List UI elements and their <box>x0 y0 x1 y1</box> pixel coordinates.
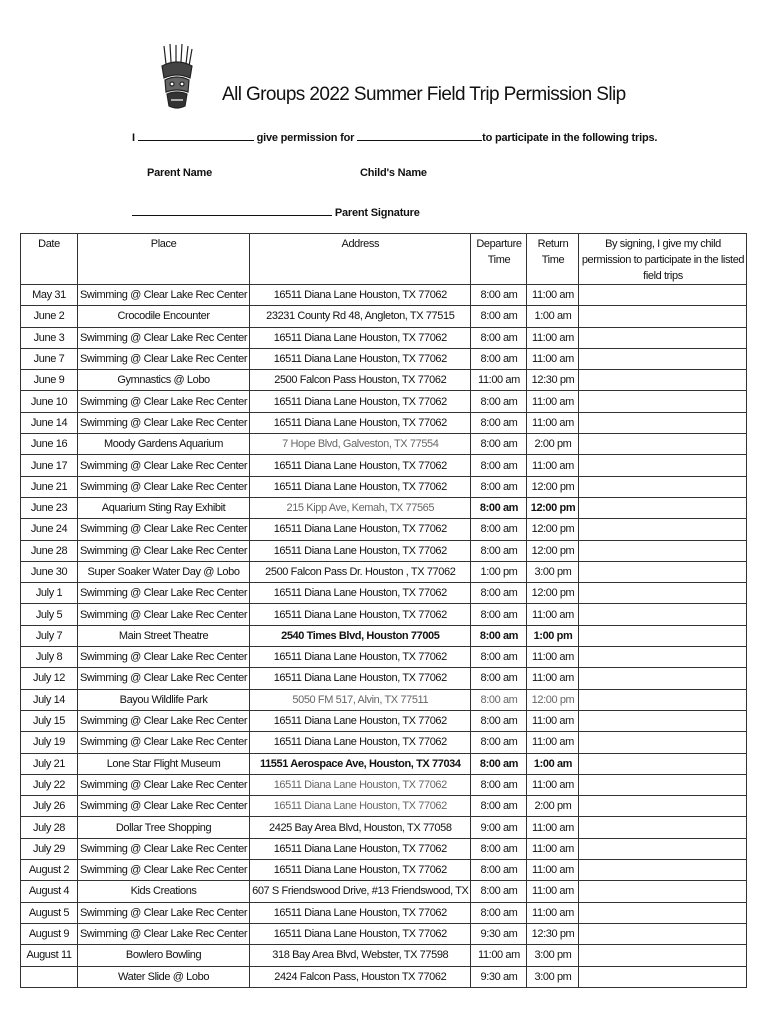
signature-cell[interactable] <box>579 434 747 455</box>
cell-address: 2540 Times Blvd, Houston 77005 <box>250 625 471 646</box>
signature-cell[interactable] <box>579 668 747 689</box>
cell-address: 16511 Diana Lane Houston, TX 77062 <box>250 774 471 795</box>
cell-return: 11:00 am <box>527 732 579 753</box>
cell-departure: 8:00 am <box>471 412 527 433</box>
perm-i-text: I <box>132 132 135 144</box>
cell-place: Water Slide @ Lobo <box>78 966 250 987</box>
cell-place: Swimming @ Clear Lake Rec Center <box>78 412 250 433</box>
cell-date: July 7 <box>21 625 78 646</box>
cell-return: 1:00 am <box>527 306 579 327</box>
table-row <box>21 306 747 327</box>
cell-date: June 28 <box>21 540 78 561</box>
cell-departure: 11:00 am <box>471 945 527 966</box>
cell-departure: 8:00 am <box>471 647 527 668</box>
cell-departure: 8:00 am <box>471 753 527 774</box>
table-row <box>21 497 747 518</box>
cell-address: 16511 Diana Lane Houston, TX 77062 <box>250 285 471 306</box>
cell-date: July 26 <box>21 796 78 817</box>
cell-departure: 8:00 am <box>471 497 527 518</box>
signature-cell[interactable] <box>579 881 747 902</box>
cell-place: Swimming @ Clear Lake Rec Center <box>78 476 250 497</box>
cell-return: 11:00 am <box>527 668 579 689</box>
cell-place: Bowlero Bowling <box>78 945 250 966</box>
cell-return: 12:00 pm <box>527 519 579 540</box>
parent-signature-label: Parent Signature <box>334 207 420 219</box>
cell-address: 16511 Diana Lane Houston, TX 77062 <box>250 476 471 497</box>
cell-departure: 8:00 am <box>471 455 527 476</box>
signature-cell[interactable] <box>579 774 747 795</box>
cell-date <box>21 966 78 987</box>
cell-return: 11:00 am <box>527 348 579 369</box>
cell-return: 11:00 am <box>527 604 579 625</box>
table-row <box>21 604 747 625</box>
cell-place: Swimming @ Clear Lake Rec Center <box>78 285 250 306</box>
cell-address: 16511 Diana Lane Houston, TX 77062 <box>250 710 471 731</box>
cell-departure: 8:00 am <box>471 540 527 561</box>
cell-address: 16511 Diana Lane Houston, TX 77062 <box>250 412 471 433</box>
cell-departure: 8:00 am <box>471 838 527 859</box>
cell-date: June 3 <box>21 327 78 348</box>
table-row <box>21 455 747 476</box>
cell-date: August 11 <box>21 945 78 966</box>
table-row <box>21 817 747 838</box>
cell-return: 12:00 pm <box>527 689 579 710</box>
cell-return: 12:30 pm <box>527 923 579 944</box>
signature-cell[interactable] <box>579 796 747 817</box>
signature-cell[interactable] <box>579 348 747 369</box>
signature-cell[interactable] <box>579 519 747 540</box>
cell-departure: 8:00 am <box>471 519 527 540</box>
cell-date: August 5 <box>21 902 78 923</box>
cell-address: 16511 Diana Lane Houston, TX 77062 <box>250 668 471 689</box>
cell-date: July 29 <box>21 838 78 859</box>
cell-departure: 8:00 am <box>471 285 527 306</box>
cell-departure: 8:00 am <box>471 668 527 689</box>
cell-place: Swimming @ Clear Lake Rec Center <box>78 647 250 668</box>
table-body <box>21 285 747 988</box>
cell-address: 16511 Diana Lane Houston, TX 77062 <box>250 519 471 540</box>
cell-return: 2:00 pm <box>527 796 579 817</box>
cell-return: 1:00 pm <box>527 625 579 646</box>
permission-statement <box>132 131 657 144</box>
cell-address: 16511 Diana Lane Houston, TX 77062 <box>250 647 471 668</box>
cell-departure: 8:00 am <box>471 306 527 327</box>
cell-return: 3:00 pm <box>527 966 579 987</box>
cell-return: 11:00 am <box>527 455 579 476</box>
cell-place: Aquarium Sting Ray Exhibit <box>78 497 250 518</box>
cell-address: 2500 Falcon Pass Houston, TX 77062 <box>250 370 471 391</box>
signature-cell[interactable] <box>579 647 747 668</box>
cell-return: 12:00 pm <box>527 476 579 497</box>
table-row <box>21 689 747 710</box>
cell-departure: 1:00 pm <box>471 561 527 582</box>
table-row <box>21 881 747 902</box>
cell-place: Swimming @ Clear Lake Rec Center <box>78 604 250 625</box>
cell-return: 11:00 am <box>527 817 579 838</box>
cell-address: 11551 Aerospace Ave, Houston, TX 77034 <box>250 753 471 774</box>
header-place: Place <box>78 234 250 285</box>
cell-address: 2424 Falcon Pass, Houston TX 77062 <box>250 966 471 987</box>
header-return: Return Time <box>527 234 579 285</box>
signature-cell[interactable] <box>579 327 747 348</box>
cell-place: Swimming @ Clear Lake Rec Center <box>78 902 250 923</box>
signature-cell[interactable] <box>579 370 747 391</box>
cell-return: 11:00 am <box>527 774 579 795</box>
cell-date: July 1 <box>21 583 78 604</box>
table-row <box>21 647 747 668</box>
cell-departure: 8:00 am <box>471 796 527 817</box>
table-row <box>21 370 747 391</box>
cell-address: 2500 Falcon Pass Dr. Houston , TX 77062 <box>250 561 471 582</box>
cell-departure: 8:00 am <box>471 625 527 646</box>
signature-cell[interactable] <box>579 838 747 859</box>
cell-return: 3:00 pm <box>527 561 579 582</box>
cell-departure: 8:00 am <box>471 902 527 923</box>
cell-departure: 8:00 am <box>471 860 527 881</box>
cell-return: 11:00 am <box>527 881 579 902</box>
signature-cell[interactable] <box>579 391 747 412</box>
table-row <box>21 838 747 859</box>
cell-departure: 8:00 am <box>471 774 527 795</box>
cell-place: Swimming @ Clear Lake Rec Center <box>78 860 250 881</box>
cell-date: August 9 <box>21 923 78 944</box>
cell-address: 7 Hope Blvd, Galveston, TX 77554 <box>250 434 471 455</box>
cell-place: Swimming @ Clear Lake Rec Center <box>78 519 250 540</box>
cell-place: Swimming @ Clear Lake Rec Center <box>78 732 250 753</box>
signature-cell[interactable] <box>579 625 747 646</box>
cell-place: Swimming @ Clear Lake Rec Center <box>78 668 250 689</box>
cell-date: July 22 <box>21 774 78 795</box>
cell-place: Lone Star Flight Museum <box>78 753 250 774</box>
cell-place: Swimming @ Clear Lake Rec Center <box>78 391 250 412</box>
signature-cell[interactable] <box>579 923 747 944</box>
cell-date: July 8 <box>21 647 78 668</box>
table-row <box>21 434 747 455</box>
cell-departure: 9:30 am <box>471 966 527 987</box>
cell-return: 11:00 am <box>527 838 579 859</box>
table-row <box>21 923 747 944</box>
signature-cell[interactable] <box>579 583 747 604</box>
signature-cell[interactable] <box>579 285 747 306</box>
cell-address: 16511 Diana Lane Houston, TX 77062 <box>250 583 471 604</box>
cell-return: 11:00 am <box>527 860 579 881</box>
table-row <box>21 412 747 433</box>
table-row <box>21 391 747 412</box>
cell-departure: 8:00 am <box>471 583 527 604</box>
table-row <box>21 710 747 731</box>
parent-name-blank <box>138 131 254 141</box>
cell-address: 318 Bay Area Blvd, Webster, TX 77598 <box>250 945 471 966</box>
cell-date: June 2 <box>21 306 78 327</box>
cell-place: Main Street Theatre <box>78 625 250 646</box>
signature-cell[interactable] <box>579 604 747 625</box>
cell-date: July 14 <box>21 689 78 710</box>
cell-date: June 30 <box>21 561 78 582</box>
signature-cell[interactable] <box>579 540 747 561</box>
cell-place: Super Soaker Water Day @ Lobo <box>78 561 250 582</box>
signature-blank <box>132 206 332 216</box>
table-row <box>21 285 747 306</box>
cell-address: 16511 Diana Lane Houston, TX 77062 <box>250 838 471 859</box>
cell-place: Swimming @ Clear Lake Rec Center <box>78 348 250 369</box>
cell-address: 23231 County Rd 48, Angleton, TX 77515 <box>250 306 471 327</box>
cell-date: August 2 <box>21 860 78 881</box>
signature-cell[interactable] <box>579 945 747 966</box>
cell-date: June 16 <box>21 434 78 455</box>
parent-name-label: Parent Name <box>147 167 213 179</box>
cell-date: August 4 <box>21 881 78 902</box>
cell-address: 16511 Diana Lane Houston, TX 77062 <box>250 348 471 369</box>
table-row <box>21 732 747 753</box>
cell-departure: 8:00 am <box>471 391 527 412</box>
cell-address: 16511 Diana Lane Houston, TX 77062 <box>250 902 471 923</box>
header-date: Date <box>21 234 78 285</box>
signature-cell[interactable] <box>579 817 747 838</box>
cell-return: 12:30 pm <box>527 370 579 391</box>
page-title: All Groups 2022 Summer Field Trip Permission Slip <box>222 84 626 105</box>
signature-cell[interactable] <box>579 732 747 753</box>
signature-cell[interactable] <box>579 966 747 987</box>
cell-place: Swimming @ Clear Lake Rec Center <box>78 838 250 859</box>
cell-date: June 7 <box>21 348 78 369</box>
cell-date: June 10 <box>21 391 78 412</box>
table-row <box>21 625 747 646</box>
cell-place: Swimming @ Clear Lake Rec Center <box>78 710 250 731</box>
logo-image <box>158 44 196 112</box>
cell-departure: 8:00 am <box>471 348 527 369</box>
cell-date: July 5 <box>21 604 78 625</box>
cell-address: 5050 FM 517, Alvin, TX 77511 <box>250 689 471 710</box>
cell-place: Swimming @ Clear Lake Rec Center <box>78 923 250 944</box>
cell-place: Swimming @ Clear Lake Rec Center <box>78 583 250 604</box>
cell-date: May 31 <box>21 285 78 306</box>
cell-address: 16511 Diana Lane Houston, TX 77062 <box>250 860 471 881</box>
table-row <box>21 774 747 795</box>
table-row <box>21 902 747 923</box>
cell-place: Dollar Tree Shopping <box>78 817 250 838</box>
table-row <box>21 540 747 561</box>
cell-place: Crocodile Encounter <box>78 306 250 327</box>
cell-departure: 8:00 am <box>471 732 527 753</box>
cell-address: 16511 Diana Lane Houston, TX 77062 <box>250 327 471 348</box>
cell-departure: 8:00 am <box>471 710 527 731</box>
table-row <box>21 945 747 966</box>
cell-place: Swimming @ Clear Lake Rec Center <box>78 796 250 817</box>
header-address: Address <box>250 234 471 285</box>
parent-signature-line <box>132 206 420 219</box>
cell-departure: 8:00 am <box>471 476 527 497</box>
child-name-label: Child's Name <box>360 167 427 179</box>
cell-date: July 21 <box>21 753 78 774</box>
cell-place: Kids Creations <box>78 881 250 902</box>
signature-cell[interactable] <box>579 753 747 774</box>
cell-departure: 8:00 am <box>471 689 527 710</box>
cell-date: June 24 <box>21 519 78 540</box>
cell-date: June 23 <box>21 497 78 518</box>
signature-cell[interactable] <box>579 689 747 710</box>
table-row <box>21 668 747 689</box>
cell-return: 11:00 am <box>527 647 579 668</box>
cell-return: 11:00 am <box>527 327 579 348</box>
cell-address: 2425 Bay Area Blvd, Houston, TX 77058 <box>250 817 471 838</box>
cell-address: 16511 Diana Lane Houston, TX 77062 <box>250 455 471 476</box>
cell-return: 12:00 pm <box>527 540 579 561</box>
table-row <box>21 860 747 881</box>
signature-cell[interactable] <box>579 412 747 433</box>
cell-address: 16511 Diana Lane Houston, TX 77062 <box>250 923 471 944</box>
cell-address: 16511 Diana Lane Houston, TX 77062 <box>250 732 471 753</box>
cell-return: 2:00 pm <box>527 434 579 455</box>
cell-departure: 8:00 am <box>471 881 527 902</box>
table-row <box>21 796 747 817</box>
cell-place: Swimming @ Clear Lake Rec Center <box>78 455 250 476</box>
signature-cell[interactable] <box>579 710 747 731</box>
cell-place: Gymnastics @ Lobo <box>78 370 250 391</box>
cell-return: 12:00 pm <box>527 583 579 604</box>
cell-address: 16511 Diana Lane Houston, TX 77062 <box>250 391 471 412</box>
header-departure: Departure Time <box>471 234 527 285</box>
signature-cell[interactable] <box>579 497 747 518</box>
cell-return: 11:00 am <box>527 710 579 731</box>
header-signing: By signing, I give my child permission to participate in the listed field trips <box>579 234 747 285</box>
field-trip-table <box>20 233 747 988</box>
cell-date: July 28 <box>21 817 78 838</box>
cell-date: July 19 <box>21 732 78 753</box>
cell-departure: 8:00 am <box>471 604 527 625</box>
cell-address: 215 Kipp Ave, Kemah, TX 77565 <box>250 497 471 518</box>
cell-place: Swimming @ Clear Lake Rec Center <box>78 327 250 348</box>
cell-departure: 9:00 am <box>471 817 527 838</box>
cell-date: June 21 <box>21 476 78 497</box>
cell-place: Bayou Wildlife Park <box>78 689 250 710</box>
cell-address: 16511 Diana Lane Houston, TX 77062 <box>250 604 471 625</box>
cell-return: 11:00 am <box>527 412 579 433</box>
cell-date: June 17 <box>21 455 78 476</box>
cell-departure: 9:30 am <box>471 923 527 944</box>
perm-participate-text: to participate in the following trips. <box>482 132 658 144</box>
signature-cell[interactable] <box>579 902 747 923</box>
cell-return: 1:00 am <box>527 753 579 774</box>
table-row <box>21 561 747 582</box>
signature-cell[interactable] <box>579 860 747 881</box>
cell-departure: 8:00 am <box>471 327 527 348</box>
cell-date: July 15 <box>21 710 78 731</box>
cell-place: Swimming @ Clear Lake Rec Center <box>78 774 250 795</box>
table-header-row <box>21 234 747 285</box>
cell-date: June 9 <box>21 370 78 391</box>
cell-return: 12:00 pm <box>527 497 579 518</box>
cell-return: 11:00 am <box>527 285 579 306</box>
cell-return: 3:00 pm <box>527 945 579 966</box>
table-row <box>21 753 747 774</box>
cell-return: 11:00 am <box>527 391 579 412</box>
cell-departure: 11:00 am <box>471 370 527 391</box>
table-row <box>21 348 747 369</box>
perm-give-text: give permission for <box>256 132 355 144</box>
cell-departure: 8:00 am <box>471 434 527 455</box>
cell-address: 16511 Diana Lane Houston, TX 77062 <box>250 796 471 817</box>
signature-cell[interactable] <box>579 306 747 327</box>
table-row <box>21 327 747 348</box>
table-row <box>21 519 747 540</box>
cell-address: 607 S Friendswood Drive, #13 Friendswood, TX <box>250 881 471 902</box>
signature-cell[interactable] <box>579 561 747 582</box>
table-row <box>21 583 747 604</box>
signature-cell[interactable] <box>579 455 747 476</box>
signature-cell[interactable] <box>579 476 747 497</box>
cell-return: 11:00 am <box>527 902 579 923</box>
child-name-blank <box>357 131 482 141</box>
table-row <box>21 476 747 497</box>
cell-date: July 12 <box>21 668 78 689</box>
cell-place: Moody Gardens Aquarium <box>78 434 250 455</box>
cell-date: June 14 <box>21 412 78 433</box>
cell-place: Swimming @ Clear Lake Rec Center <box>78 540 250 561</box>
table-row <box>21 966 747 987</box>
cell-address: 16511 Diana Lane Houston, TX 77062 <box>250 540 471 561</box>
